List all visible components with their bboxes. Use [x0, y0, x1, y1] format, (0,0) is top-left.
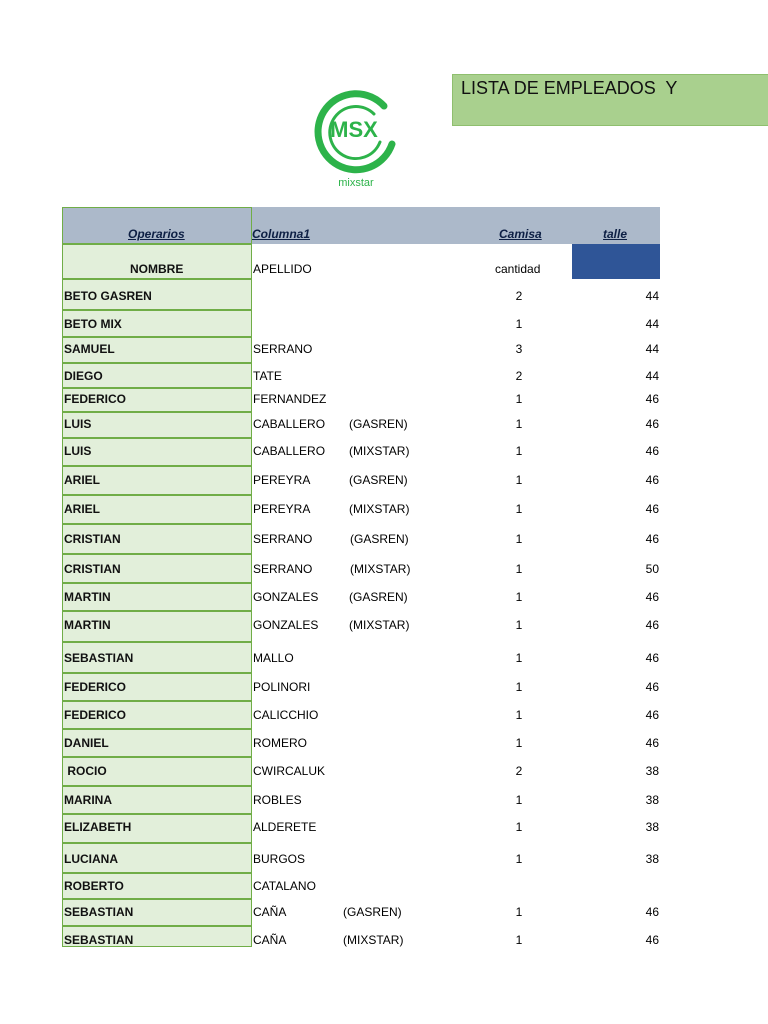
row-nota: (MIXSTAR)	[349, 444, 410, 458]
row-cantidad: 1	[515, 392, 523, 406]
row-cantidad: 1	[515, 852, 523, 866]
row-apellido: TATE	[253, 369, 282, 383]
row-nombre: BETO MIX	[64, 317, 122, 331]
row-cantidad: 1	[515, 417, 523, 431]
row-talle: 46	[645, 651, 659, 665]
row-talle: 46	[645, 618, 659, 632]
logo-subtext: mixstar	[338, 177, 374, 189]
row-talle: 44	[645, 369, 659, 383]
row-talle: 44	[645, 317, 659, 331]
header-operarios: Operarios	[128, 227, 185, 241]
row-talle: 46	[645, 708, 659, 722]
row-nota: (GASREN)	[349, 473, 408, 487]
row-apellido: CABALLERO	[253, 444, 326, 458]
row-talle: 46	[645, 532, 659, 546]
row-nombre: SEBASTIAN	[64, 933, 134, 947]
row-cantidad: 1	[515, 590, 523, 604]
row-apellido: POLINORI	[253, 680, 311, 694]
row-apellido: CAÑA	[253, 905, 287, 919]
row-talle: 46	[645, 417, 659, 431]
row-nombre: ELIZABETH	[64, 820, 132, 834]
row-apellido: BURGOS	[253, 852, 306, 866]
row-cantidad: 1	[515, 473, 523, 487]
row-talle: 46	[645, 473, 659, 487]
row-talle: 50	[645, 562, 659, 576]
row-talle: 38	[645, 793, 659, 807]
row-talle: 38	[645, 820, 659, 834]
row-nombre: ROBERTO	[64, 879, 124, 893]
row-nombre: MARINA	[64, 793, 112, 807]
row-cantidad: 1	[515, 680, 523, 694]
row-nombre: MARTIN	[64, 590, 111, 604]
row-apellido: GONZALES	[253, 618, 319, 632]
row-cantidad: 1	[515, 708, 523, 722]
row-apellido: PEREYRA	[253, 502, 311, 516]
row-nombre: DIEGO	[64, 369, 103, 383]
row-apellido: ROBLES	[253, 793, 302, 807]
row-cantidad: 1	[515, 793, 523, 807]
row-cantidad: 2	[515, 289, 523, 303]
row-talle: 38	[645, 764, 659, 778]
row-apellido: PEREYRA	[253, 473, 311, 487]
row-cantidad: 2	[515, 369, 523, 383]
row-nombre: ARIEL	[64, 473, 100, 487]
row-nota: (GASREN)	[343, 905, 402, 919]
title-banner	[452, 74, 768, 126]
row-nombre: SEBASTIAN	[64, 905, 134, 919]
row-cantidad: 1	[515, 562, 523, 576]
row-apellido: CWIRCALUK	[253, 764, 326, 778]
row-cantidad: 1	[515, 820, 523, 834]
row-nombre: DANIEL	[64, 736, 109, 750]
row-cantidad: 1	[515, 618, 523, 632]
row-nombre: FEDERICO	[64, 392, 127, 406]
row-nombre: SEBASTIAN	[64, 651, 134, 665]
row-cantidad: 1	[515, 444, 523, 458]
row-apellido: FERNANDEZ	[253, 392, 327, 406]
subheader-apellido: APELLIDO	[253, 262, 312, 276]
row-apellido: CATALANO	[253, 879, 316, 893]
row-nota: (GASREN)	[349, 590, 408, 604]
talle-header-fill	[572, 244, 660, 279]
subheader-cantidad: cantidad	[495, 262, 541, 276]
row-cantidad: 1	[515, 317, 523, 331]
row-nombre: FEDERICO	[64, 680, 127, 694]
row-talle: 46	[645, 680, 659, 694]
row-cantidad: 1	[515, 736, 523, 750]
row-cantidad: 1	[515, 933, 523, 947]
row-nota: (MIXSTAR)	[350, 562, 411, 576]
row-apellido: CAÑA	[253, 933, 287, 947]
row-apellido: CALICCHIO	[253, 708, 319, 722]
row-nota: (GASREN)	[349, 417, 408, 431]
row-apellido: ROMERO	[253, 736, 307, 750]
row-talle: 46	[645, 933, 659, 947]
row-nota: (GASREN)	[350, 532, 409, 546]
row-nombre: MARTIN	[64, 618, 111, 632]
row-talle: 46	[645, 444, 659, 458]
header-talle: talle	[603, 227, 628, 241]
row-nombre: CRISTIAN	[64, 562, 121, 576]
row-talle: 46	[645, 905, 659, 919]
header-columna1: Columna1	[252, 227, 311, 241]
document-title: LISTA DE EMPLEADOS Y	[461, 78, 678, 98]
mixstar-logo	[306, 84, 402, 194]
row-apellido: MALLO	[253, 651, 294, 665]
row-nombre: ROCIO	[64, 764, 107, 778]
logo-text: MSX	[330, 117, 378, 142]
header-camisa: Camisa	[499, 227, 542, 241]
row-apellido: ALDERETE	[253, 820, 317, 834]
row-apellido: SERRANO	[253, 532, 313, 546]
row-talle: 38	[645, 852, 659, 866]
row-cantidad: 3	[515, 342, 523, 356]
row-talle: 44	[645, 342, 659, 356]
row-cantidad: 2	[515, 764, 523, 778]
row-talle: 46	[645, 502, 659, 516]
row-apellido: SERRANO	[253, 342, 313, 356]
row-cantidad: 1	[515, 905, 523, 919]
row-talle: 46	[645, 590, 659, 604]
row-cantidad: 1	[515, 651, 523, 665]
row-nombre: BETO GASREN	[64, 289, 152, 303]
row-talle: 46	[645, 736, 659, 750]
row-nombre: LUIS	[64, 444, 92, 458]
row-nota: (MIXSTAR)	[343, 933, 404, 947]
row-nota: (MIXSTAR)	[349, 502, 410, 516]
row-apellido: CABALLERO	[253, 417, 326, 431]
row-nota: (MIXSTAR)	[349, 618, 410, 632]
row-cantidad: 1	[515, 502, 523, 516]
row-nombre: LUIS	[64, 417, 92, 431]
row-apellido: SERRANO	[253, 562, 313, 576]
row-nombre: LUCIANA	[64, 852, 118, 866]
row-apellido: GONZALES	[253, 590, 319, 604]
row-talle: 44	[645, 289, 659, 303]
subheader-nombre: NOMBRE	[130, 262, 184, 276]
row-nombre: ARIEL	[64, 502, 100, 516]
row-nombre: CRISTIAN	[64, 532, 121, 546]
row-talle: 46	[645, 392, 659, 406]
row-nombre: FEDERICO	[64, 708, 127, 722]
row-nombre: SAMUEL	[64, 342, 115, 356]
row-cantidad: 1	[515, 532, 523, 546]
